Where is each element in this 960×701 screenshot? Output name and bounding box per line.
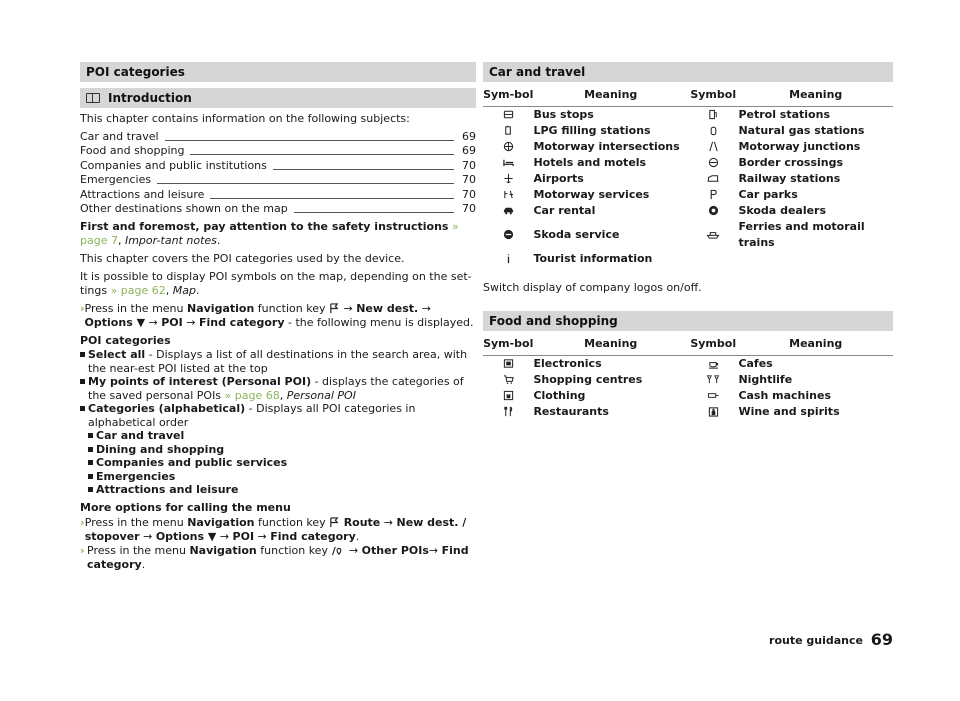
toc-page: 69 [462, 129, 476, 143]
s1-j: → [186, 316, 196, 329]
table-row [483, 372, 893, 388]
meaning-cell: Electronics [533, 357, 602, 370]
toc-page: 70 [462, 187, 476, 201]
item-bold: Select all [88, 348, 146, 361]
display-sep: , [165, 284, 170, 297]
bullet-square [80, 406, 85, 411]
meaning-cell: Restaurants [533, 405, 609, 418]
toc-leader [157, 183, 454, 184]
s3-b: Navigation [189, 543, 257, 557]
toc-leader [210, 198, 454, 199]
motorway-intersection-icon [483, 139, 533, 155]
sub-list-item [80, 456, 476, 470]
meaning-cell: Skoda service [533, 228, 620, 241]
sub-item-label: Companies and public services [96, 456, 288, 469]
column-header-symbol: Symbol [688, 337, 738, 356]
s1-k: Find category [198, 316, 285, 329]
step-3 [80, 544, 476, 572]
toc-page: 70 [462, 173, 476, 186]
display-link[interactable]: » page 62 [110, 284, 166, 297]
meaning-cell: Tourist information [533, 252, 653, 265]
toc-page: 69 [462, 144, 476, 157]
meaning-cell: Ferries and motorail trains [738, 220, 865, 249]
step-1 [80, 302, 476, 330]
meaning-cell: Nightlife [738, 373, 793, 386]
meaning-cell: Bus stops [533, 108, 594, 121]
s2-f: New dest. / stopover [84, 515, 467, 543]
toc-label: Car and travel [80, 129, 159, 143]
page-number: 69 [870, 630, 893, 649]
s3-c: function key [260, 543, 328, 557]
restaurant-icon [483, 404, 533, 420]
sub-list-item [80, 470, 476, 484]
step-3-text [87, 544, 476, 572]
column-header-meaning: Meaning [738, 88, 893, 107]
s3-d: → [348, 543, 359, 557]
s1-a: Press in the menu [84, 302, 184, 315]
airplane-icon [483, 171, 533, 187]
table-row [483, 171, 893, 187]
table-row [483, 155, 893, 171]
s3-g: Find category [87, 543, 469, 571]
motorway-junction-icon [688, 139, 738, 155]
toc-label: Food and shopping [80, 144, 185, 157]
toc-label: Emergencies [80, 173, 152, 186]
empty-symbol-cell [688, 251, 738, 267]
bullet-square [88, 487, 93, 492]
bullet-square [80, 352, 85, 357]
safety-end: . [216, 234, 221, 247]
s1-h: → [148, 316, 158, 329]
table-row [483, 203, 893, 219]
toc-label: Attractions and leisure [80, 187, 205, 201]
meaning-cell: Car rental [533, 204, 596, 217]
meaning-cell: Motorway services [533, 188, 650, 201]
table-header-row [483, 88, 893, 107]
display-ital: Map [172, 284, 196, 297]
list-item [80, 348, 476, 375]
display-note [80, 270, 476, 298]
table-row [483, 388, 893, 404]
s2-c: function key [258, 515, 326, 529]
toc-page: 70 [462, 158, 476, 172]
bullet-square [88, 447, 93, 452]
sub-item-label: Car and travel [96, 429, 185, 442]
display-end: . [195, 284, 200, 297]
step-2 [80, 516, 476, 544]
s1-l: - the following menu is displayed. [288, 316, 474, 329]
parking-icon [688, 187, 738, 203]
section-heading-poi-categories: POI categories [80, 62, 476, 82]
toc-leader [165, 140, 454, 141]
safety-ital: Impor-tant notes [124, 234, 217, 247]
poi-menu-list [80, 348, 476, 497]
item-ital: Personal POI [286, 388, 356, 402]
s2-d: Route [343, 515, 381, 529]
meaning-cell: Motorway junctions [738, 140, 861, 153]
s2-h: Options ▼ [155, 529, 217, 543]
gas-cylinder-icon [688, 123, 738, 139]
item-rest: - Displays all POI categories in alphabetical order [88, 402, 416, 429]
bullet-square [88, 433, 93, 438]
section-heading-food-and-shopping: Food and shopping [483, 311, 893, 331]
column-header-meaning: Meaning [533, 88, 688, 107]
footer-section-title: route guidance [769, 634, 863, 647]
toc-leader [294, 212, 454, 213]
meaning-cell: Petrol stations [738, 108, 830, 121]
intro-text: This chapter contains information on the following subjects: [80, 112, 410, 125]
toc-label: Other destinations shown on the map [80, 202, 288, 215]
toc-label: Companies and public institutions [80, 158, 267, 172]
step-1-text [85, 302, 476, 330]
shopping-cart-icon [483, 372, 533, 388]
s3-f: → [428, 543, 439, 557]
sub-list-item [80, 443, 476, 457]
item-bold: Categories (alphabetical) [88, 402, 246, 415]
meaning-cell: Motorway intersections [533, 140, 680, 153]
tourist-info-icon [483, 251, 533, 267]
step-2-text [85, 516, 476, 544]
item-sep: , [279, 388, 284, 402]
table-row [483, 123, 893, 139]
s2-a: Press in the menu [84, 515, 184, 529]
bed-icon [483, 155, 533, 171]
sub-list-item [80, 429, 476, 443]
section-heading-car-and-travel: Car and travel [483, 62, 893, 82]
navigation-flag-icon [329, 517, 340, 528]
meaning-cell: Car parks [738, 188, 798, 201]
chevron-right-icon: › [80, 543, 85, 557]
s2-b: Navigation [187, 515, 255, 529]
bus-icon [483, 107, 533, 124]
intro-title: Introduction [108, 91, 192, 105]
table-header-row [483, 337, 893, 356]
cash-machine-icon [688, 388, 738, 404]
s2-j: POI [232, 529, 255, 543]
item-link[interactable]: » page 68 [224, 388, 280, 402]
page-footer [750, 627, 893, 649]
table-row [483, 219, 893, 251]
s3-h: . [141, 557, 146, 571]
column-header-symbol: Sym-bol [483, 88, 533, 107]
covers-text: This chapter covers the POI categories used by the device. [80, 252, 405, 265]
s2-g: → [143, 529, 153, 543]
toc-row[interactable] [80, 144, 476, 159]
table-row [483, 139, 893, 155]
toc-row[interactable] [80, 158, 476, 173]
table-row [483, 107, 893, 124]
s2-i: → [219, 529, 230, 543]
nightlife-glasses-icon [688, 372, 738, 388]
column-header-meaning: Meaning [533, 337, 688, 356]
meaning-cell: Wine and spirits [738, 405, 840, 418]
safety-link[interactable]: » page 7 [80, 220, 459, 247]
chevron-right-icon: › [80, 515, 85, 529]
list-item [80, 375, 476, 402]
meaning-cell: Cafes [738, 357, 773, 370]
wine-bottle-icon [688, 404, 738, 420]
petrol-pump-icon [688, 107, 738, 124]
bullet-square [80, 379, 85, 384]
table-row [483, 404, 893, 420]
meaning-cell: Railway stations [738, 172, 841, 185]
display-text: It is possible to display POI symbols on the map, depending on the set-tings [80, 270, 472, 297]
column-header-meaning: Meaning [738, 337, 893, 356]
meaning-cell: Clothing [533, 389, 586, 402]
table-row [483, 187, 893, 203]
food-shopping-table [483, 337, 893, 420]
sub-item-label: Dining and shopping [96, 442, 225, 456]
s1-g: Options ▼ [84, 316, 146, 329]
more-options-label: More options for calling the menu [80, 500, 291, 514]
s2-m: . [355, 529, 360, 543]
bullet-square [88, 474, 93, 479]
chevron-right-icon: › [80, 302, 85, 315]
column-header-symbol: Sym-bol [483, 337, 533, 356]
table-of-contents [80, 129, 476, 216]
meaning-cell: Cash machines [738, 389, 831, 402]
s1-f: → [421, 302, 431, 315]
safety-bold: First and foremost, pay attention to the safety instructions [80, 220, 449, 233]
meaning-cell: Airports [533, 172, 584, 185]
meaning-cell: Natural gas stations [738, 124, 865, 137]
right-column [483, 62, 893, 420]
meaning-cell: Skoda dealers [738, 204, 827, 217]
bullet-square [88, 460, 93, 465]
column-header-symbol: Symbol [688, 88, 738, 107]
logos-text: Switch display of company logos on/off. [483, 281, 702, 294]
s1-b: Navigation [187, 302, 255, 315]
s1-d: → [343, 302, 353, 315]
left-column [80, 62, 476, 572]
table-row [483, 356, 893, 373]
sub-list-item [80, 483, 476, 497]
subsection-heading-introduction [80, 88, 476, 108]
s2-l: Find category [270, 529, 356, 543]
toc-row[interactable] [80, 187, 476, 202]
s3-a: Press in the menu [87, 543, 186, 557]
book-icon [86, 93, 100, 103]
navigation-flag-icon [329, 303, 340, 314]
electronics-icon [483, 356, 533, 373]
toc-row[interactable] [80, 173, 476, 188]
s2-k: → [257, 529, 267, 543]
clothing-icon [483, 388, 533, 404]
meaning-cell: Shopping centres [533, 373, 643, 386]
s1-c: function key [257, 302, 326, 315]
meaning-cell [738, 251, 893, 267]
coffee-cup-icon [688, 356, 738, 373]
toc-row[interactable] [80, 129, 476, 144]
sub-item-label: Attractions and leisure [96, 483, 239, 496]
table-row [483, 251, 893, 267]
border-crossing-icon [688, 155, 738, 171]
safety-note [80, 220, 476, 248]
toc-leader [273, 169, 454, 170]
skoda-service-icon [483, 219, 533, 251]
s3-e: Other POIs [361, 543, 429, 557]
ferry-icon [688, 219, 738, 251]
item-rest: - displays the categories of the saved personal POIs [88, 375, 464, 402]
item-bold: My points of interest (Personal POI) [88, 375, 312, 388]
car-rental-icon [483, 203, 533, 219]
s2-e: → [383, 515, 393, 529]
poi-categories-label: POI categories [80, 334, 171, 347]
lpg-icon [483, 123, 533, 139]
list-item [80, 402, 476, 429]
s1-i: POI [161, 316, 183, 329]
s1-e: New dest. [356, 302, 419, 315]
toc-row[interactable] [80, 202, 476, 217]
sub-item-label: Emergencies [96, 469, 176, 483]
item-rest: - Displays a list of all destinations in the search area, with the near-est POI listed at the top [88, 348, 468, 375]
toc-leader [190, 154, 454, 155]
poi-map-icon [331, 545, 345, 556]
meaning-cell: Border crossings [738, 156, 844, 169]
motorway-services-icon [483, 187, 533, 203]
meaning-cell: LPG filling stations [533, 124, 651, 137]
train-icon [688, 171, 738, 187]
skoda-dealer-icon [688, 203, 738, 219]
meaning-cell: Hotels and motels [533, 156, 647, 169]
safety-sep: , [117, 234, 122, 247]
car-travel-table [483, 88, 893, 267]
toc-page: 70 [462, 202, 476, 215]
